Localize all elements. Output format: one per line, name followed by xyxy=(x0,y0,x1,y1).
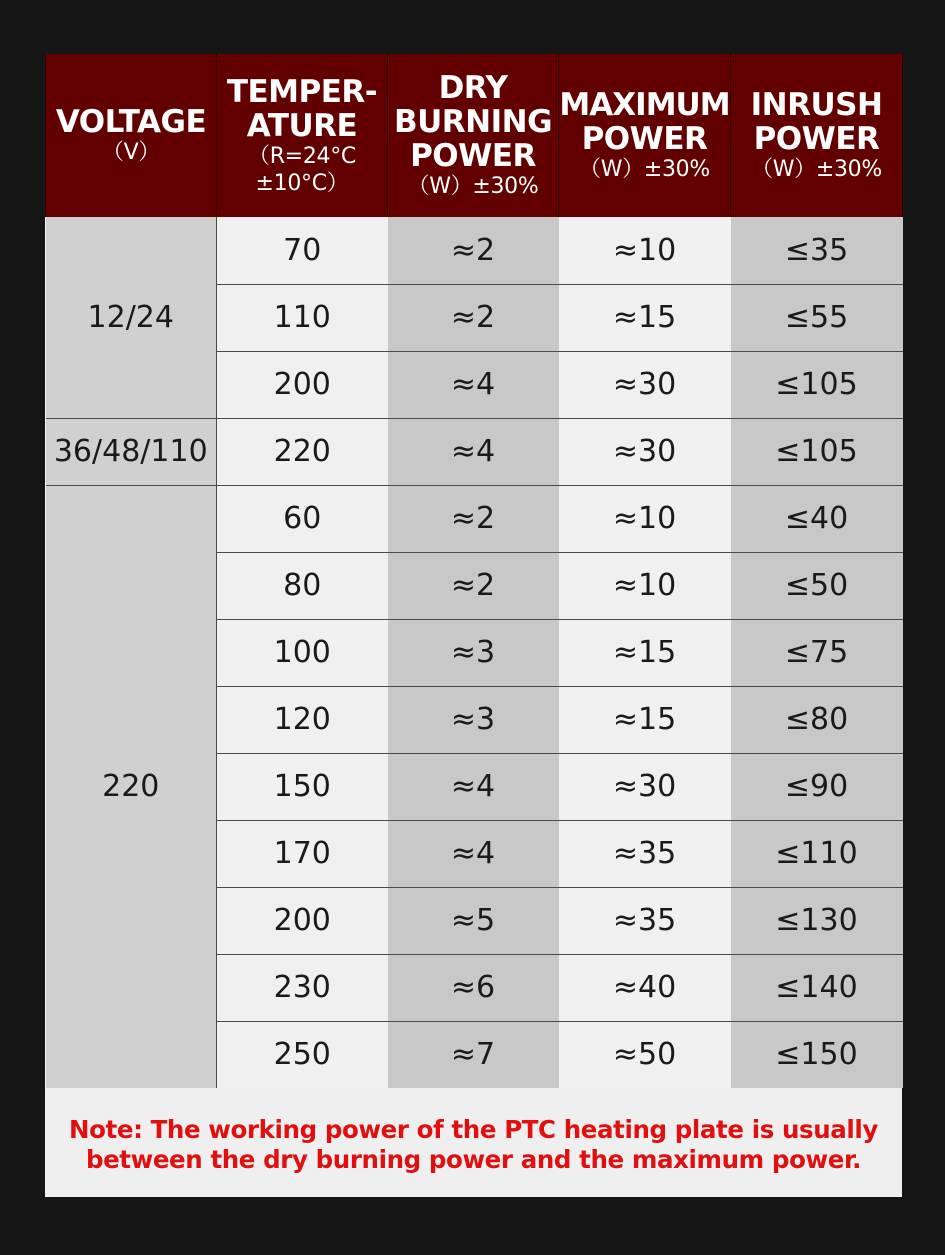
maximum-power-cell: ≈10 xyxy=(559,552,731,619)
temperature-cell: 80 xyxy=(217,552,388,619)
header-temperature-sub-1: （R=24°C xyxy=(248,143,356,169)
maximum-power-cell: ≈30 xyxy=(559,753,731,820)
footnote-line-2: between the dry burning power and the maximum power. xyxy=(85,1145,862,1174)
header-inrush-unit: （W）±30% xyxy=(751,157,882,182)
header-voltage xyxy=(46,54,217,217)
inrush-power-cell: ≤55 xyxy=(731,284,903,351)
dry-burning-power-cell: ≈2 xyxy=(388,552,559,619)
table-row xyxy=(46,485,903,552)
header-inrush-title-2: POWER xyxy=(753,121,880,157)
dry-burning-power-cell: ≈7 xyxy=(388,1021,559,1088)
temperature-cell: 250 xyxy=(217,1021,388,1088)
dry-burning-power-cell: ≈6 xyxy=(388,954,559,1021)
header-maximum-power xyxy=(559,54,731,217)
inrush-power-cell: ≤130 xyxy=(731,887,903,954)
inrush-power-cell: ≤50 xyxy=(731,552,903,619)
maximum-power-cell: ≈10 xyxy=(559,217,731,284)
dry-burning-power-cell: ≈3 xyxy=(388,619,559,686)
inrush-power-cell: ≤80 xyxy=(731,686,903,753)
table-row xyxy=(46,418,903,485)
maximum-power-cell: ≈30 xyxy=(559,351,731,418)
header-temperature-sub-2: ±10°C） xyxy=(255,170,349,196)
header-row xyxy=(46,54,903,217)
temperature-cell: 220 xyxy=(217,418,388,485)
inrush-power-cell: ≤140 xyxy=(731,954,903,1021)
dry-burning-power-cell: ≈4 xyxy=(388,753,559,820)
dry-burning-power-cell: ≈2 xyxy=(388,284,559,351)
footnote xyxy=(45,1089,902,1197)
inrush-power-cell: ≤90 xyxy=(731,753,903,820)
maximum-power-cell: ≈35 xyxy=(559,820,731,887)
header-inrush-power xyxy=(731,54,903,217)
maximum-power-cell: ≈10 xyxy=(559,485,731,552)
maximum-power-cell: ≈15 xyxy=(559,686,731,753)
maximum-power-cell: ≈30 xyxy=(559,418,731,485)
spec-panel xyxy=(45,54,902,1197)
header-max-unit: （W）±30% xyxy=(579,157,710,182)
maximum-power-cell: ≈35 xyxy=(559,887,731,954)
maximum-power-cell: ≈40 xyxy=(559,954,731,1021)
inrush-power-cell: ≤110 xyxy=(731,820,903,887)
temperature-cell: 150 xyxy=(217,753,388,820)
maximum-power-cell: ≈50 xyxy=(559,1021,731,1088)
temperature-cell: 200 xyxy=(217,887,388,954)
inrush-power-cell: ≤150 xyxy=(731,1021,903,1088)
temperature-cell: 60 xyxy=(217,485,388,552)
maximum-power-cell: ≈15 xyxy=(559,284,731,351)
spec-table-body xyxy=(46,217,903,1088)
temperature-cell: 110 xyxy=(217,284,388,351)
table-row xyxy=(46,217,903,284)
inrush-power-cell: ≤105 xyxy=(731,351,903,418)
footnote-line-1: Note: The working power of the PTC heating plate is usually xyxy=(69,1115,878,1144)
header-voltage-title: VOLTAGE xyxy=(55,104,207,140)
header-inrush-title-1: INRUSH xyxy=(750,87,883,123)
header-voltage-unit: （V） xyxy=(101,140,161,165)
temperature-cell: 120 xyxy=(217,686,388,753)
temperature-cell: 200 xyxy=(217,351,388,418)
inrush-power-cell: ≤35 xyxy=(731,217,903,284)
dry-burning-power-cell: ≈2 xyxy=(388,217,559,284)
voltage-cell: 36/48/110 xyxy=(46,418,217,485)
header-temperature-title-1: TEMPER- xyxy=(226,73,378,110)
dry-burning-power-cell: ≈4 xyxy=(388,418,559,485)
dry-burning-power-cell: ≈4 xyxy=(388,820,559,887)
header-temperature-title-2: ATURE xyxy=(246,107,358,144)
inrush-power-cell: ≤40 xyxy=(731,485,903,552)
dry-burning-power-cell: ≈2 xyxy=(388,485,559,552)
header-dry-title-2: BURNING xyxy=(393,104,553,140)
header-max-title-2: POWER xyxy=(581,121,708,157)
header-max-title-1: MAXIMUM xyxy=(559,87,730,123)
voltage-cell: 220 xyxy=(46,485,217,1088)
header-dry-title-1: DRY xyxy=(438,70,508,106)
inrush-power-cell: ≤105 xyxy=(731,418,903,485)
header-temperature xyxy=(217,54,388,217)
temperature-cell: 170 xyxy=(217,820,388,887)
dry-burning-power-cell: ≈4 xyxy=(388,351,559,418)
temperature-cell: 100 xyxy=(217,619,388,686)
power-spec-table xyxy=(45,54,903,1088)
maximum-power-cell: ≈15 xyxy=(559,619,731,686)
dry-burning-power-cell: ≈3 xyxy=(388,686,559,753)
header-dry-title-3: POWER xyxy=(410,138,536,174)
voltage-cell: 12/24 xyxy=(46,217,217,418)
header-dry-burning-power xyxy=(388,54,559,217)
temperature-cell: 230 xyxy=(217,954,388,1021)
header-dry-unit: （W）±30% xyxy=(407,174,539,199)
inrush-power-cell: ≤75 xyxy=(731,619,903,686)
temperature-cell: 70 xyxy=(217,217,388,284)
dry-burning-power-cell: ≈5 xyxy=(388,887,559,954)
